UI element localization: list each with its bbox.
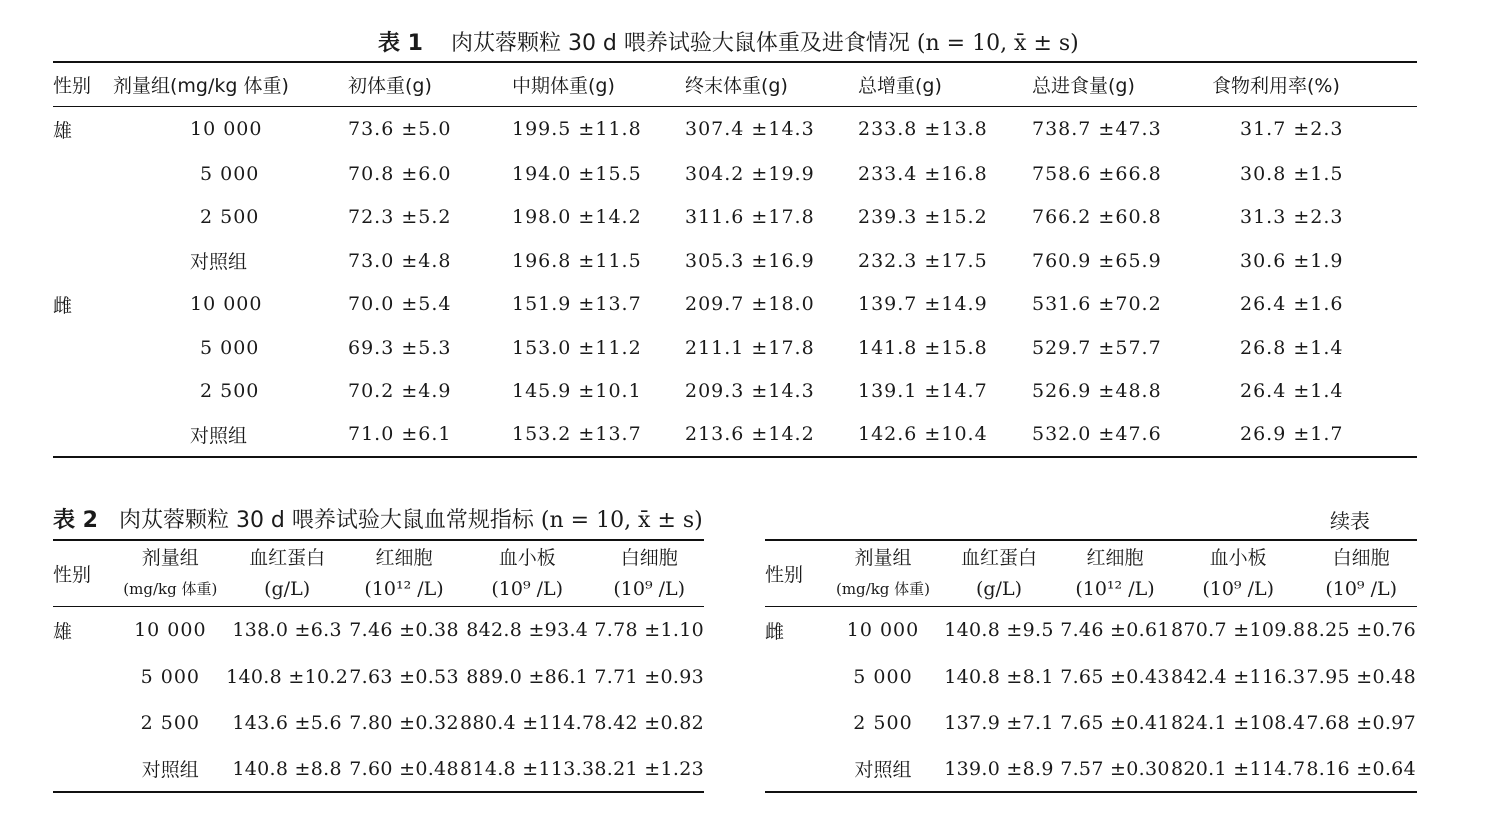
value-cell: 72.3 ±5.2 bbox=[348, 206, 452, 229]
table2-row bbox=[765, 746, 1417, 792]
t2l-h-hgb: 血红蛋白 bbox=[249, 547, 326, 569]
table2-row bbox=[53, 746, 704, 792]
value-cell: 141.8 ±15.8 bbox=[858, 336, 988, 359]
table1-caption bbox=[378, 26, 1079, 57]
table2-label: 表 2 bbox=[53, 508, 98, 533]
table2-left bbox=[53, 539, 704, 793]
value-cell: 305.3 ±16.9 bbox=[685, 249, 815, 272]
value-cell: 199.5 ±11.8 bbox=[512, 118, 642, 141]
value-cell: 198.0 ±14.2 bbox=[512, 206, 642, 229]
value-cell: 738.7 ±47.3 bbox=[1032, 118, 1162, 141]
t2l-h-sex: 性别 bbox=[53, 540, 115, 606]
value-cell: 7.78 ±1.10 bbox=[594, 619, 704, 642]
value-cell: 8.42 ±0.82 bbox=[594, 712, 704, 734]
dose-cell: 10 000 bbox=[190, 293, 263, 316]
sex-cell: 雄 bbox=[53, 620, 73, 643]
t1-h-7: 食物利用率(%) bbox=[1212, 74, 1340, 97]
t2l-header-row-2 bbox=[53, 572, 704, 606]
value-cell: 145.9 ±10.1 bbox=[512, 380, 642, 403]
table2-stats: (n = 10, x̄ ± s) bbox=[540, 508, 703, 533]
value-cell: 153.2 ±13.7 bbox=[512, 423, 642, 446]
dose-cell: 对照组 bbox=[854, 759, 912, 781]
t1-h-0: 性别 bbox=[53, 74, 92, 97]
table1-body bbox=[53, 106, 1417, 457]
sex-cell: 雄 bbox=[53, 119, 73, 142]
t2r-h-sex: 性别 bbox=[765, 540, 827, 606]
value-cell: 26.8 ±1.4 bbox=[1240, 336, 1344, 359]
sex-cell bbox=[53, 746, 115, 792]
t2r-u-1: (g/L) bbox=[975, 577, 1022, 600]
value-cell: 196.8 ±11.5 bbox=[512, 249, 642, 272]
t2r-h-dose: 剂量组 bbox=[854, 547, 912, 569]
table1-stats: (n = 10, x̄ ± s) bbox=[916, 31, 1079, 56]
sex-cell bbox=[765, 746, 827, 792]
table1-row bbox=[53, 106, 1417, 152]
t2r-u-4: (10⁹ /L) bbox=[1325, 577, 1398, 600]
value-cell: 7.95 ±0.48 bbox=[1306, 666, 1416, 688]
table1 bbox=[53, 61, 1417, 458]
value-cell: 232.3 ±17.5 bbox=[858, 249, 988, 272]
sex-cell bbox=[53, 326, 113, 370]
value-cell: 194.0 ±15.5 bbox=[512, 162, 642, 185]
t2l-u-0: (mg/kg 体重) bbox=[123, 580, 218, 599]
sex-cell bbox=[765, 700, 827, 746]
table1-row bbox=[53, 152, 1417, 196]
dose-cell: 对照组 bbox=[190, 251, 248, 274]
value-cell: 70.0 ±5.4 bbox=[348, 293, 452, 316]
value-cell: 30.8 ±1.5 bbox=[1240, 162, 1344, 185]
value-cell: 529.7 ±57.7 bbox=[1032, 336, 1162, 359]
value-cell: 142.6 ±10.4 bbox=[858, 423, 988, 446]
dose-cell: 10 000 bbox=[190, 118, 263, 141]
value-cell: 824.1 ±108.4 bbox=[1171, 712, 1306, 734]
value-cell: 153.0 ±11.2 bbox=[512, 336, 642, 359]
table2-continued-label: 续表 bbox=[1330, 509, 1370, 533]
sex-cell: 雌 bbox=[765, 620, 785, 643]
value-cell: 143.6 ±5.6 bbox=[232, 712, 342, 734]
value-cell: 814.8 ±113.3 bbox=[460, 757, 595, 780]
table2-right bbox=[765, 539, 1417, 793]
value-cell: 766.2 ±60.8 bbox=[1032, 206, 1162, 229]
table1-header-row bbox=[53, 62, 1417, 106]
value-cell: 137.9 ±7.1 bbox=[944, 712, 1054, 734]
value-cell: 8.25 ±0.76 bbox=[1306, 619, 1416, 642]
sex-cell bbox=[53, 413, 113, 457]
sex-cell bbox=[765, 654, 827, 700]
dose-cell: 10 000 bbox=[846, 619, 920, 642]
value-cell: 820.1 ±114.7 bbox=[1171, 757, 1306, 780]
value-cell: 213.6 ±14.2 bbox=[685, 423, 815, 446]
dose-cell: 2 500 bbox=[140, 712, 201, 734]
dose-cell: 10 000 bbox=[134, 619, 207, 642]
t2l-u-3: (10⁹ /L) bbox=[491, 577, 564, 600]
t1-h-4: 终末体重(g) bbox=[685, 74, 788, 97]
table1-row bbox=[53, 239, 1417, 283]
sex-cell bbox=[53, 370, 113, 414]
dose-cell: 对照组 bbox=[190, 424, 248, 447]
value-cell: 870.7 ±109.8 bbox=[1171, 619, 1306, 642]
dose-cell: 对照组 bbox=[141, 759, 199, 781]
dose-cell: 5 000 bbox=[853, 666, 913, 688]
value-cell: 26.4 ±1.4 bbox=[1240, 380, 1344, 403]
value-cell: 307.4 ±14.3 bbox=[685, 118, 815, 141]
sex-cell: 雌 bbox=[53, 294, 73, 317]
t2l-u-1: (g/L) bbox=[264, 577, 311, 600]
table1-row bbox=[53, 413, 1417, 457]
table1-row bbox=[53, 326, 1417, 370]
value-cell: 760.9 ±65.9 bbox=[1032, 249, 1162, 272]
value-cell: 7.63 ±0.53 bbox=[349, 666, 459, 688]
t2r-header-row-2 bbox=[765, 572, 1417, 606]
value-cell: 842.8 ±93.4 bbox=[466, 619, 589, 642]
table1-row bbox=[53, 370, 1417, 414]
value-cell: 7.46 ±0.61 bbox=[1060, 619, 1170, 642]
value-cell: 31.3 ±2.3 bbox=[1240, 206, 1344, 229]
value-cell: 526.9 ±48.8 bbox=[1032, 380, 1162, 403]
value-cell: 140.8 ±9.5 bbox=[944, 619, 1054, 642]
t2r-u-2: (10¹² /L) bbox=[1075, 577, 1155, 600]
value-cell: 239.3 ±15.2 bbox=[858, 206, 988, 229]
t2l-h-plt: 血小板 bbox=[498, 547, 556, 569]
t2r-u-3: (10⁹ /L) bbox=[1202, 577, 1275, 600]
value-cell: 139.1 ±14.7 bbox=[858, 380, 988, 403]
table2-row bbox=[53, 700, 704, 746]
t2l-u-2: (10¹² /L) bbox=[364, 577, 444, 600]
dose-cell: 2 500 bbox=[853, 712, 913, 734]
t1-h-5: 总增重(g) bbox=[858, 74, 942, 97]
t2r-h-plt: 血小板 bbox=[1209, 547, 1267, 569]
value-cell: 140.8 ±8.1 bbox=[944, 666, 1054, 688]
t2r-h-rbc: 红细胞 bbox=[1086, 547, 1144, 569]
dose-cell: 5 000 bbox=[200, 336, 260, 359]
value-cell: 7.71 ±0.93 bbox=[594, 666, 704, 688]
table2-right-body bbox=[765, 606, 1417, 792]
table1-row bbox=[53, 283, 1417, 327]
dose-cell: 2 500 bbox=[200, 380, 260, 403]
t2l-h-rbc: 红细胞 bbox=[375, 547, 433, 569]
table2-row bbox=[765, 606, 1417, 654]
t1-h-1: 剂量组(mg/kg 体重) bbox=[113, 74, 289, 97]
table2-row bbox=[53, 606, 704, 654]
table2-title: 肉苁蓉颗粒 30 d 喂养试验大鼠血常规指标 bbox=[118, 508, 534, 533]
table1-label: 表 1 bbox=[378, 31, 423, 56]
value-cell: 758.6 ±66.8 bbox=[1032, 162, 1162, 185]
value-cell: 311.6 ±17.8 bbox=[685, 206, 815, 229]
dose-cell: 5 000 bbox=[200, 162, 260, 185]
t1-h-3: 中期体重(g) bbox=[512, 74, 615, 97]
value-cell: 7.60 ±0.48 bbox=[349, 757, 459, 780]
t2l-h-dose: 剂量组 bbox=[141, 547, 199, 569]
value-cell: 139.0 ±8.9 bbox=[944, 757, 1054, 780]
t2r-u-0: (mg/kg 体重) bbox=[835, 580, 931, 599]
table1-title: 肉苁蓉颗粒 30 d 喂养试验大鼠体重及进食情况 bbox=[450, 31, 910, 56]
value-cell: 70.8 ±6.0 bbox=[348, 162, 452, 185]
value-cell: 69.3 ±5.3 bbox=[348, 336, 452, 359]
value-cell: 151.9 ±13.7 bbox=[512, 293, 642, 316]
value-cell: 7.80 ±0.32 bbox=[349, 712, 459, 734]
value-cell: 209.3 ±14.3 bbox=[685, 380, 815, 403]
table2-row bbox=[53, 654, 704, 700]
value-cell: 304.2 ±19.9 bbox=[685, 162, 815, 185]
value-cell: 233.4 ±16.8 bbox=[858, 162, 988, 185]
value-cell: 26.9 ±1.7 bbox=[1240, 423, 1344, 446]
t2r-header-row-1 bbox=[765, 540, 1417, 572]
sex-cell bbox=[53, 654, 115, 700]
value-cell: 7.57 ±0.30 bbox=[1060, 757, 1170, 780]
t2r-h-hgb: 血红蛋白 bbox=[960, 547, 1037, 569]
dose-cell: 2 500 bbox=[200, 206, 260, 229]
sex-cell bbox=[53, 700, 115, 746]
value-cell: 532.0 ±47.6 bbox=[1032, 423, 1162, 446]
value-cell: 140.8 ±8.8 bbox=[232, 757, 342, 780]
value-cell: 233.8 ±13.8 bbox=[858, 118, 988, 141]
table2-row bbox=[765, 700, 1417, 746]
value-cell: 7.68 ±0.97 bbox=[1306, 712, 1416, 734]
value-cell: 531.6 ±70.2 bbox=[1032, 293, 1162, 316]
value-cell: 889.0 ±86.1 bbox=[466, 666, 589, 688]
value-cell: 31.7 ±2.3 bbox=[1240, 118, 1344, 141]
value-cell: 26.4 ±1.6 bbox=[1240, 293, 1344, 316]
table1-row bbox=[53, 196, 1417, 240]
value-cell: 73.6 ±5.0 bbox=[348, 118, 452, 141]
value-cell: 211.1 ±17.8 bbox=[685, 336, 815, 359]
dose-cell: 5 000 bbox=[140, 666, 201, 688]
t2l-header-row-1 bbox=[53, 540, 704, 572]
t2l-h-wbc: 白细胞 bbox=[620, 547, 678, 569]
t1-h-2: 初体重(g) bbox=[348, 74, 432, 97]
table2-caption bbox=[53, 503, 703, 534]
value-cell: 7.46 ±0.38 bbox=[349, 619, 459, 642]
value-cell: 8.21 ±1.23 bbox=[594, 757, 704, 780]
sex-cell bbox=[53, 239, 113, 283]
value-cell: 8.16 ±0.64 bbox=[1306, 757, 1416, 780]
value-cell: 70.2 ±4.9 bbox=[348, 380, 452, 403]
t1-h-6: 总进食量(g) bbox=[1032, 74, 1135, 97]
sex-cell bbox=[53, 152, 113, 196]
value-cell: 30.6 ±1.9 bbox=[1240, 249, 1344, 272]
table2-row bbox=[765, 654, 1417, 700]
table2-left-body bbox=[53, 606, 704, 792]
value-cell: 71.0 ±6.1 bbox=[348, 423, 452, 446]
t2r-h-wbc: 白细胞 bbox=[1332, 547, 1390, 569]
value-cell: 140.8 ±10.2 bbox=[226, 666, 349, 688]
sex-cell bbox=[53, 196, 113, 240]
value-cell: 139.7 ±14.9 bbox=[858, 293, 988, 316]
value-cell: 73.0 ±4.8 bbox=[348, 249, 452, 272]
value-cell: 7.65 ±0.41 bbox=[1060, 712, 1170, 734]
value-cell: 842.4 ±116.3 bbox=[1171, 666, 1306, 688]
value-cell: 138.0 ±6.3 bbox=[232, 619, 342, 642]
value-cell: 209.7 ±18.0 bbox=[685, 293, 815, 316]
value-cell: 7.65 ±0.43 bbox=[1060, 666, 1170, 688]
t2l-u-4: (10⁹ /L) bbox=[613, 577, 686, 600]
value-cell: 880.4 ±114.7 bbox=[460, 712, 595, 734]
